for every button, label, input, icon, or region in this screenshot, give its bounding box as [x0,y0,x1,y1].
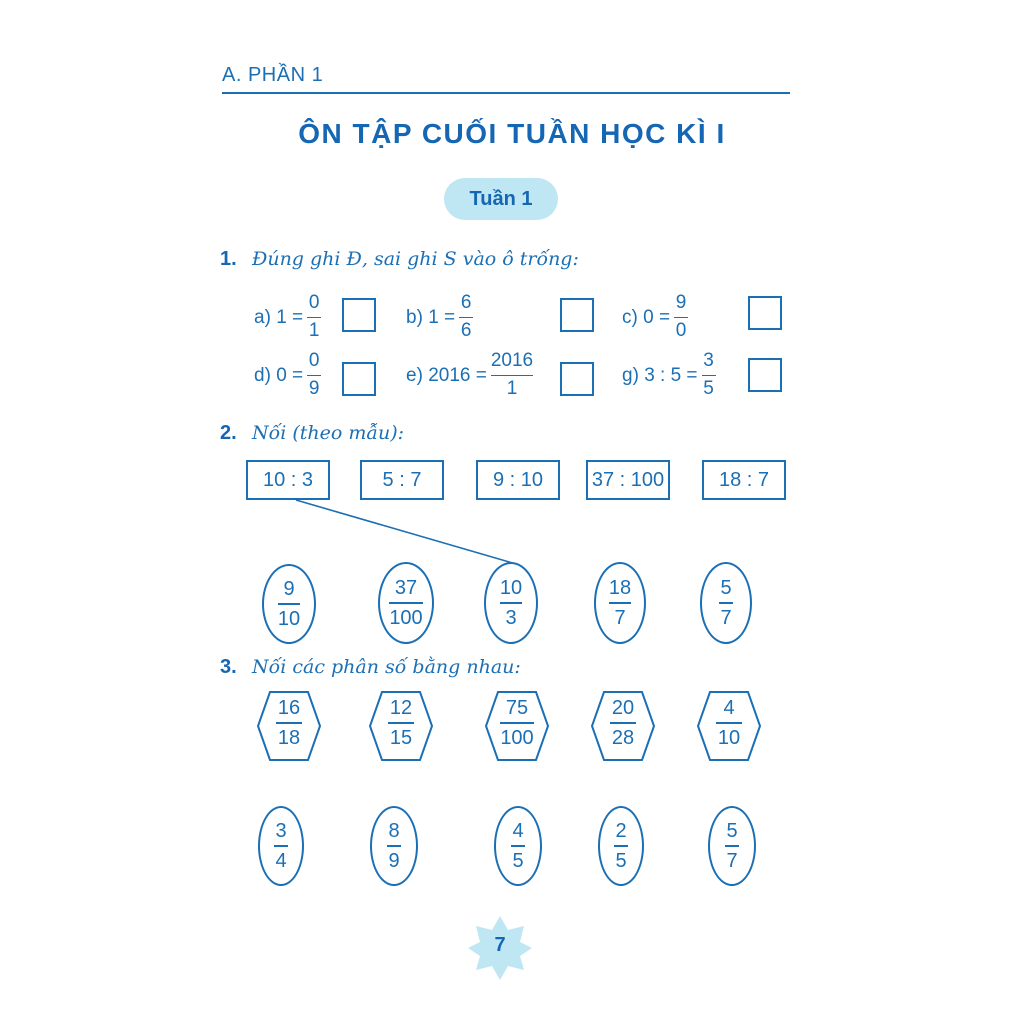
denominator: 100 [500,726,534,749]
numerator: 37 [394,577,418,600]
fraction-bar [500,602,522,604]
numerator: 20 [611,697,635,719]
denominator: 15 [389,726,413,749]
item-label: b) [406,306,423,328]
numerator: 4 [512,820,524,843]
denominator: 10 [277,607,301,630]
fraction [274,819,288,873]
denominator: 3 [505,606,517,629]
denominator: 7 [720,606,732,629]
item-lhs: 0 = [276,364,304,386]
numerator: 75 [505,697,529,719]
denominator: 28 [611,726,635,749]
fraction-hexagon-4[interactable] [590,690,656,762]
fraction [389,576,422,630]
ratio-box-2[interactable]: 5 : 7 [360,460,444,500]
fraction-oval-2[interactable] [378,562,434,644]
denominator: 1 [308,320,320,342]
fraction-oval-3[interactable] [484,562,538,644]
fraction-hexagon-5[interactable] [696,690,762,762]
fraction-bar [500,722,534,724]
week-badge: Tuần 1 [444,178,558,220]
denominator: 4 [275,849,287,872]
item-label: g) [622,364,639,386]
fraction-bar [388,722,414,724]
numerator: 3 [275,820,287,843]
fraction-hexagon-1[interactable] [256,690,322,762]
fraction-bar [274,845,288,847]
ratio-box-5[interactable]: 18 : 7 [702,460,786,500]
fraction [387,819,401,873]
numerator: 9 [675,292,687,313]
question-1-text: Đúng ghi Đ, sai ghi S vào ô trống: [252,248,579,270]
fraction-hexagon-3[interactable] [484,690,550,762]
fraction [725,819,739,873]
ratio-box-1[interactable]: 10 : 3 [246,460,330,500]
fraction [609,576,631,630]
denominator: 5 [703,378,714,400]
fraction [278,577,300,631]
section-label: A. PHẦN 1 [222,64,324,86]
fraction-bar [725,845,739,847]
numerator: 9 [283,578,295,601]
numerator: 8 [388,820,400,843]
numerator: 12 [389,697,413,719]
numerator: 2016 [490,350,534,371]
page-number: 7 [494,934,506,956]
numerator: 18 [608,577,632,600]
numerator: 6 [460,292,472,313]
fraction [696,696,762,750]
item-lhs: 1 = [428,306,456,328]
fraction [511,819,525,873]
numerator: 5 [726,820,738,843]
item-lhs: 1 = [276,306,304,328]
fraction-bar [614,845,628,847]
fraction-bar [716,722,742,724]
fraction-oval-1[interactable] [262,564,316,644]
fraction-bar [511,845,525,847]
ratio-box-4[interactable]: 37 : 100 [586,460,670,500]
denominator: 1 [506,378,518,400]
fraction [719,576,733,630]
question-3-text: Nối các phân số bằng nhau: [252,656,521,678]
question-1-number: 1. [220,248,237,270]
denominator: 5 [615,849,627,872]
fraction-oval-q3-3[interactable] [494,806,542,886]
fraction [500,576,522,630]
denominator: 100 [389,606,423,629]
item-label: c) [622,306,638,328]
denominator: 9 [308,378,320,400]
fraction-bar [609,602,631,604]
numerator: 3 [703,350,714,371]
fraction-bar [278,603,300,605]
fraction-oval-4[interactable] [594,562,646,644]
fraction-bar [276,722,302,724]
numerator: 5 [720,577,732,600]
fraction [484,696,550,750]
item-lhs: 2016 = [428,364,487,386]
fraction-oval-q3-4[interactable] [598,806,644,886]
fraction [368,696,434,750]
denominator: 6 [460,320,472,342]
numerator: 4 [723,697,735,719]
numerator: 2 [615,820,627,843]
denominator: 7 [726,849,738,872]
item-lhs: 0 = [643,306,671,328]
denominator: 10 [717,726,741,749]
fraction-hexagon-2[interactable] [368,690,434,762]
denominator: 18 [277,726,301,749]
fraction-bar [387,845,401,847]
numerator: 0 [308,350,320,371]
ratio-box-3[interactable]: 9 : 10 [476,460,560,500]
question-2-text: Nối (theo mẫu): [252,422,405,444]
item-lhs: 3 : 5 = [644,364,698,386]
fraction-bar [719,602,733,604]
fraction-oval-q3-2[interactable] [370,806,418,886]
fraction-oval-q3-5[interactable] [708,806,756,886]
numerator: 0 [308,292,320,313]
item-label: e) [406,364,423,386]
numerator: 16 [277,697,301,719]
fraction [614,819,628,873]
fraction-bar [610,722,636,724]
denominator: 0 [675,320,687,342]
item-label: a) [254,306,271,328]
fraction-bar [389,602,422,604]
fraction [256,696,322,750]
question-2-number: 2. [220,422,237,444]
numerator: 10 [499,577,523,600]
fraction-oval-5[interactable] [700,562,752,644]
question-3-number: 3. [220,656,237,678]
item-label: d) [254,364,271,386]
fraction-oval-q3-1[interactable] [258,806,304,886]
denominator: 9 [388,849,400,872]
denominator: 7 [614,606,626,629]
fraction [590,696,656,750]
page-title: ÔN TẬP CUỐI TUẦN HỌC KÌ I [298,118,726,149]
denominator: 5 [512,849,524,872]
